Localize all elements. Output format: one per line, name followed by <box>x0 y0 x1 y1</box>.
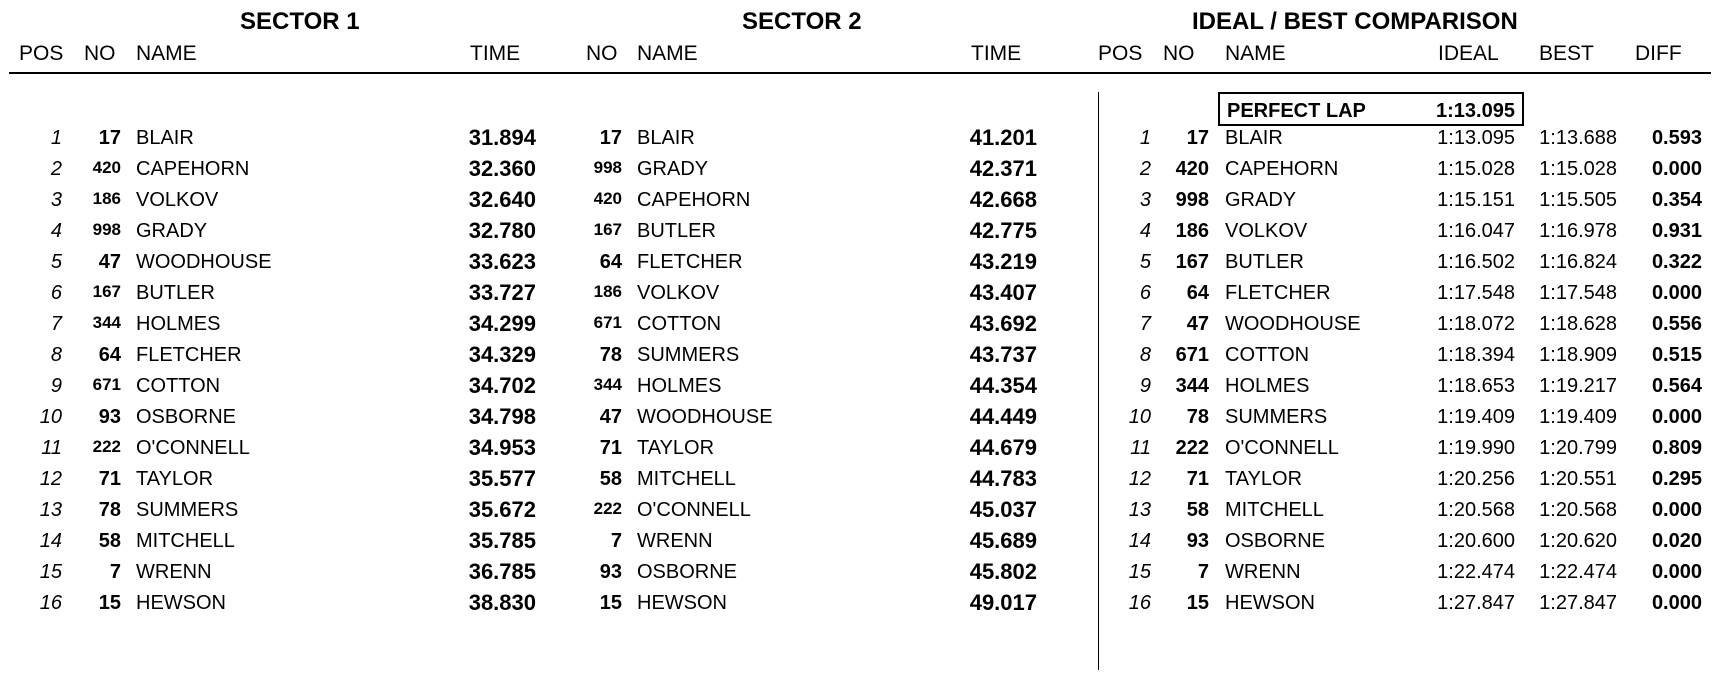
cmp-pos-cell: 8 <box>1139 344 1151 366</box>
s2-time-cell: 49.017 <box>969 590 1037 615</box>
header-divider <box>9 72 1711 74</box>
cmp-diff-cell: 0.354 <box>1651 189 1702 211</box>
cmp-no-cell: 93 <box>1186 530 1209 552</box>
s2-no-cell: 344 <box>593 375 622 394</box>
s2-name-cell: BLAIR <box>637 127 695 149</box>
s2-name-cell: CAPEHORN <box>637 189 751 211</box>
s2-no-cell: 64 <box>599 251 622 273</box>
cmp-name-cell: HEWSON <box>1225 592 1315 614</box>
cmp-no-cell: 186 <box>1175 220 1209 242</box>
s1-no-cell: 222 <box>92 437 121 456</box>
cmp-name-cell: BUTLER <box>1225 251 1304 273</box>
cmp-ideal-cell: 1:22.474 <box>1437 561 1515 583</box>
cmp-no-cell: 671 <box>1175 344 1209 366</box>
table-row <box>0 309 1719 343</box>
s2-no-cell: 47 <box>599 406 622 428</box>
s2-no-cell: 998 <box>593 158 622 177</box>
cmp-ideal-cell: 1:20.568 <box>1437 499 1515 521</box>
s2-time-cell: 45.802 <box>969 559 1037 584</box>
s2-time-header: TIME <box>971 42 1022 65</box>
s1-time-cell: 34.329 <box>468 342 536 367</box>
s2-no-cell: 71 <box>599 437 622 459</box>
s2-no-cell: 222 <box>593 499 622 518</box>
cmp-ideal-cell: 1:19.409 <box>1437 406 1515 428</box>
s1-pos-cell: 6 <box>50 282 62 304</box>
s1-pos-cell: 1 <box>50 127 62 149</box>
s1-no-cell: 186 <box>92 189 121 208</box>
s1-pos-cell: 11 <box>41 437 62 459</box>
cmp-diff-cell: 0.000 <box>1651 499 1702 521</box>
cmp-ideal-cell: 1:18.072 <box>1437 313 1515 335</box>
s2-name-cell: HEWSON <box>637 592 727 614</box>
cmp-ideal-cell: 1:16.502 <box>1437 251 1515 273</box>
s1-name-cell: TAYLOR <box>136 468 214 490</box>
cmp-pos-cell: 12 <box>1128 468 1151 490</box>
s1-time-cell: 34.798 <box>468 404 536 429</box>
table-row <box>0 464 1719 498</box>
cmp-best-cell: 1:20.799 <box>1539 437 1617 459</box>
cmp-no-cell: 71 <box>1186 468 1209 490</box>
s1-no-cell: 167 <box>92 282 121 301</box>
s1-time-cell: 32.780 <box>468 218 536 243</box>
cmp-diff-cell: 0.556 <box>1651 313 1702 335</box>
cmp-best-cell: 1:18.909 <box>1539 344 1617 366</box>
cmp-ideal-cell: 1:18.653 <box>1437 375 1515 397</box>
cmp-name-cell: WOODHOUSE <box>1225 313 1361 335</box>
cmp-ideal-cell: 1:20.256 <box>1437 468 1515 490</box>
cmp-no-cell: 998 <box>1175 189 1209 211</box>
table-row <box>0 557 1719 591</box>
perfect-lap-label: PERFECT LAP <box>1227 100 1366 122</box>
cmp-name-cell: TAYLOR <box>1225 468 1303 490</box>
s2-time-cell: 45.689 <box>969 528 1037 553</box>
s2-time-cell: 42.775 <box>969 218 1037 243</box>
s2-no-cell: 186 <box>593 282 622 301</box>
s2-time-cell: 42.668 <box>969 187 1037 212</box>
s2-time-cell: 44.783 <box>969 466 1037 491</box>
cmp-ideal-cell: 1:17.548 <box>1437 282 1515 304</box>
s2-no-cell: 15 <box>599 592 622 614</box>
s2-no-cell: 7 <box>610 530 622 552</box>
cmp-pos-header: POS <box>1098 42 1143 65</box>
s2-time-cell: 44.679 <box>969 435 1037 460</box>
table-row <box>0 216 1719 250</box>
s2-name-cell: O'CONNELL <box>637 499 751 521</box>
cmp-diff-cell: 0.000 <box>1651 561 1702 583</box>
s2-name-cell: MITCHELL <box>637 468 736 490</box>
table-row <box>0 495 1719 529</box>
s2-no-header: NO <box>586 42 618 65</box>
cmp-best-cell: 1:19.217 <box>1539 375 1617 397</box>
cmp-ideal-cell: 1:19.990 <box>1437 437 1515 459</box>
cmp-name-cell: SUMMERS <box>1225 406 1328 428</box>
cmp-no-cell: 78 <box>1186 406 1209 428</box>
s2-name-cell: GRADY <box>637 158 709 180</box>
cmp-best-cell: 1:22.474 <box>1539 561 1617 583</box>
cmp-ideal-cell: 1:20.600 <box>1437 530 1515 552</box>
cmp-pos-cell: 5 <box>1139 251 1151 273</box>
s1-no-header: NO <box>84 42 116 65</box>
s1-time-cell: 32.360 <box>468 156 536 181</box>
cmp-pos-cell: 10 <box>1128 406 1151 428</box>
s2-name-cell: BUTLER <box>637 220 716 242</box>
s1-name-cell: WRENN <box>136 561 212 583</box>
s2-name-cell: OSBORNE <box>637 561 738 583</box>
s1-pos-cell: 14 <box>39 530 62 552</box>
s1-pos-cell: 12 <box>39 468 62 490</box>
s1-name-cell: GRADY <box>136 220 208 242</box>
s2-time-cell: 42.371 <box>969 156 1037 181</box>
s1-pos-cell: 15 <box>39 561 62 583</box>
s1-no-cell: 344 <box>92 313 121 332</box>
cmp-pos-cell: 6 <box>1139 282 1151 304</box>
cmp-best-cell: 1:18.628 <box>1539 313 1617 335</box>
s2-name-cell: VOLKOV <box>637 282 720 304</box>
table-row <box>0 247 1719 281</box>
s1-no-cell: 15 <box>98 592 121 614</box>
cmp-best-cell: 1:16.824 <box>1539 251 1617 273</box>
s1-pos-cell: 16 <box>39 592 62 614</box>
cmp-best-cell: 1:13.688 <box>1539 127 1617 149</box>
s1-name-cell: O'CONNELL <box>136 437 250 459</box>
s1-name-cell: FLETCHER <box>136 344 242 366</box>
s1-name-cell: COTTON <box>136 375 221 397</box>
s1-time-cell: 33.623 <box>468 249 536 274</box>
s1-no-cell: 47 <box>98 251 121 273</box>
cmp-best-cell: 1:16.978 <box>1539 220 1617 242</box>
s2-no-cell: 671 <box>593 313 622 332</box>
cmp-diff-cell: 0.931 <box>1651 220 1702 242</box>
s1-pos-cell: 3 <box>50 189 62 211</box>
s1-name-cell: SUMMERS <box>136 499 239 521</box>
cmp-best-cell: 1:20.568 <box>1539 499 1617 521</box>
cmp-pos-cell: 13 <box>1128 499 1151 521</box>
s1-name-header: NAME <box>136 42 197 65</box>
cmp-diff-cell: 0.295 <box>1651 468 1702 490</box>
table-row <box>0 588 1719 622</box>
table-row <box>0 371 1719 405</box>
cmp-diff-header: DIFF <box>1635 42 1682 65</box>
cmp-name-cell: BLAIR <box>1225 127 1283 149</box>
s2-no-cell: 420 <box>593 189 622 208</box>
cmp-name-header: NAME <box>1225 42 1286 65</box>
s1-time-cell: 32.640 <box>468 187 536 212</box>
cmp-ideal-cell: 1:27.847 <box>1437 592 1515 614</box>
s1-time-cell: 38.830 <box>468 590 536 615</box>
cmp-pos-cell: 4 <box>1139 220 1151 242</box>
s2-time-cell: 44.354 <box>969 373 1037 398</box>
cmp-name-cell: OSBORNE <box>1225 530 1326 552</box>
cmp-no-cell: 420 <box>1175 158 1209 180</box>
s1-pos-cell: 2 <box>50 158 62 180</box>
cmp-best-cell: 1:27.847 <box>1539 592 1617 614</box>
cmp-no-cell: 64 <box>1186 282 1209 304</box>
cmp-best-cell: 1:20.551 <box>1539 468 1617 490</box>
cmp-no-cell: 15 <box>1186 592 1209 614</box>
cmp-ideal-cell: 1:16.047 <box>1437 220 1515 242</box>
s2-time-cell: 43.219 <box>969 249 1037 274</box>
s1-time-cell: 34.299 <box>468 311 536 336</box>
s1-no-cell: 64 <box>98 344 121 366</box>
s2-name-header: NAME <box>637 42 698 65</box>
cmp-pos-cell: 2 <box>1139 158 1151 180</box>
s1-pos-cell: 5 <box>50 251 62 273</box>
cmp-pos-cell: 3 <box>1139 189 1151 211</box>
cmp-no-cell: 344 <box>1175 375 1209 397</box>
table-row <box>0 526 1719 560</box>
cmp-name-cell: WRENN <box>1225 561 1301 583</box>
cmp-pos-cell: 9 <box>1139 375 1151 397</box>
cmp-best-cell: 1:15.028 <box>1539 158 1617 180</box>
s2-time-cell: 41.201 <box>969 125 1037 150</box>
s2-no-cell: 78 <box>599 344 622 366</box>
s2-no-cell: 93 <box>599 561 622 583</box>
cmp-ideal-header: IDEAL <box>1438 42 1499 65</box>
cmp-pos-cell: 1 <box>1139 127 1151 149</box>
cmp-name-cell: VOLKOV <box>1225 220 1308 242</box>
table-row <box>0 433 1719 467</box>
s1-pos-cell: 4 <box>50 220 62 242</box>
cmp-no-cell: 7 <box>1197 561 1209 583</box>
s1-name-cell: HEWSON <box>136 592 226 614</box>
table-row <box>0 278 1719 312</box>
cmp-pos-cell: 7 <box>1139 313 1151 335</box>
s1-no-cell: 78 <box>98 499 121 521</box>
s2-time-cell: 43.737 <box>969 342 1037 367</box>
cmp-name-cell: CAPEHORN <box>1225 158 1339 180</box>
perfect-lap-time: 1:13.095 <box>1436 100 1515 122</box>
s2-name-cell: FLETCHER <box>637 251 743 273</box>
s1-no-cell: 7 <box>109 561 121 583</box>
s1-time-cell: 34.953 <box>468 435 536 460</box>
s1-no-cell: 998 <box>92 220 121 239</box>
s1-time-cell: 35.785 <box>468 528 536 553</box>
s1-name-cell: VOLKOV <box>136 189 219 211</box>
cmp-no-header: NO <box>1163 42 1195 65</box>
s1-no-cell: 420 <box>92 158 121 177</box>
sector2-title: SECTOR 2 <box>742 8 862 35</box>
perfect-lap-box <box>1218 92 1524 126</box>
cmp-best-cell: 1:19.409 <box>1539 406 1617 428</box>
cmp-name-cell: FLETCHER <box>1225 282 1331 304</box>
s1-pos-cell: 9 <box>50 375 62 397</box>
s1-time-cell: 35.577 <box>468 466 536 491</box>
cmp-diff-cell: 0.515 <box>1651 344 1702 366</box>
s2-name-cell: SUMMERS <box>637 344 740 366</box>
s2-name-cell: WOODHOUSE <box>637 406 773 428</box>
s2-name-cell: TAYLOR <box>637 437 715 459</box>
cmp-name-cell: COTTON <box>1225 344 1310 366</box>
cmp-name-cell: HOLMES <box>1225 375 1310 397</box>
cmp-diff-cell: 0.000 <box>1651 592 1702 614</box>
cmp-name-cell: O'CONNELL <box>1225 437 1339 459</box>
cmp-pos-cell: 11 <box>1130 437 1151 459</box>
cmp-best-cell: 1:20.620 <box>1539 530 1617 552</box>
s2-time-cell: 45.037 <box>969 497 1037 522</box>
cmp-diff-cell: 0.000 <box>1651 158 1702 180</box>
s2-name-cell: HOLMES <box>637 375 722 397</box>
s1-name-cell: HOLMES <box>136 313 221 335</box>
cmp-diff-cell: 0.000 <box>1651 282 1702 304</box>
table-row <box>0 154 1719 188</box>
cmp-best-cell: 1:17.548 <box>1539 282 1617 304</box>
cmp-ideal-cell: 1:13.095 <box>1437 127 1515 149</box>
s1-no-cell: 671 <box>92 375 121 394</box>
s1-no-cell: 17 <box>98 127 121 149</box>
s1-time-cell: 35.672 <box>468 497 536 522</box>
s1-no-cell: 93 <box>98 406 121 428</box>
s2-no-cell: 17 <box>599 127 622 149</box>
s2-no-cell: 58 <box>599 468 622 490</box>
cmp-no-cell: 222 <box>1175 437 1209 459</box>
cmp-pos-cell: 16 <box>1128 592 1151 614</box>
cmp-diff-cell: 0.809 <box>1651 437 1702 459</box>
comparison-title: IDEAL / BEST COMPARISON <box>1192 8 1518 35</box>
cmp-ideal-cell: 1:15.151 <box>1437 189 1515 211</box>
s2-time-cell: 44.449 <box>969 404 1037 429</box>
table-row <box>0 402 1719 436</box>
cmp-diff-cell: 0.593 <box>1651 127 1702 149</box>
s1-name-cell: BLAIR <box>136 127 194 149</box>
s1-time-cell: 34.702 <box>468 373 536 398</box>
s1-time-header: TIME <box>470 42 521 65</box>
sector1-title: SECTOR 1 <box>240 8 360 35</box>
s1-no-cell: 58 <box>98 530 121 552</box>
cmp-ideal-cell: 1:18.394 <box>1437 344 1515 366</box>
cmp-diff-cell: 0.564 <box>1651 375 1702 397</box>
s1-pos-cell: 7 <box>50 313 62 335</box>
cmp-diff-cell: 0.020 <box>1651 530 1702 552</box>
cmp-diff-cell: 0.000 <box>1651 406 1702 428</box>
cmp-no-cell: 58 <box>1186 499 1209 521</box>
s1-pos-cell: 10 <box>39 406 62 428</box>
cmp-ideal-cell: 1:15.028 <box>1437 158 1515 180</box>
s1-pos-cell: 8 <box>50 344 62 366</box>
s1-name-cell: OSBORNE <box>136 406 237 428</box>
s1-pos-header: POS <box>19 42 64 65</box>
s1-name-cell: MITCHELL <box>136 530 235 552</box>
s1-time-cell: 31.894 <box>468 125 536 150</box>
cmp-best-cell: 1:15.505 <box>1539 189 1617 211</box>
cmp-name-cell: GRADY <box>1225 189 1297 211</box>
table-row <box>0 340 1719 374</box>
cmp-no-cell: 47 <box>1186 313 1209 335</box>
cmp-no-cell: 167 <box>1175 251 1209 273</box>
s1-pos-cell: 13 <box>39 499 62 521</box>
s1-time-cell: 33.727 <box>468 280 536 305</box>
cmp-pos-cell: 14 <box>1128 530 1151 552</box>
s1-name-cell: BUTLER <box>136 282 215 304</box>
cmp-pos-cell: 15 <box>1128 561 1151 583</box>
table-row <box>0 123 1719 157</box>
s2-name-cell: WRENN <box>637 530 713 552</box>
s1-time-cell: 36.785 <box>468 559 536 584</box>
s1-name-cell: CAPEHORN <box>136 158 250 180</box>
s1-name-cell: WOODHOUSE <box>136 251 272 273</box>
s2-name-cell: COTTON <box>637 313 722 335</box>
s2-no-cell: 167 <box>593 220 622 239</box>
s2-time-cell: 43.692 <box>969 311 1037 336</box>
cmp-name-cell: MITCHELL <box>1225 499 1324 521</box>
table-row <box>0 185 1719 219</box>
s1-no-cell: 71 <box>98 468 121 490</box>
cmp-best-header: BEST <box>1539 42 1594 65</box>
s2-time-cell: 43.407 <box>969 280 1037 305</box>
cmp-no-cell: 17 <box>1186 127 1209 149</box>
cmp-diff-cell: 0.322 <box>1651 251 1702 273</box>
